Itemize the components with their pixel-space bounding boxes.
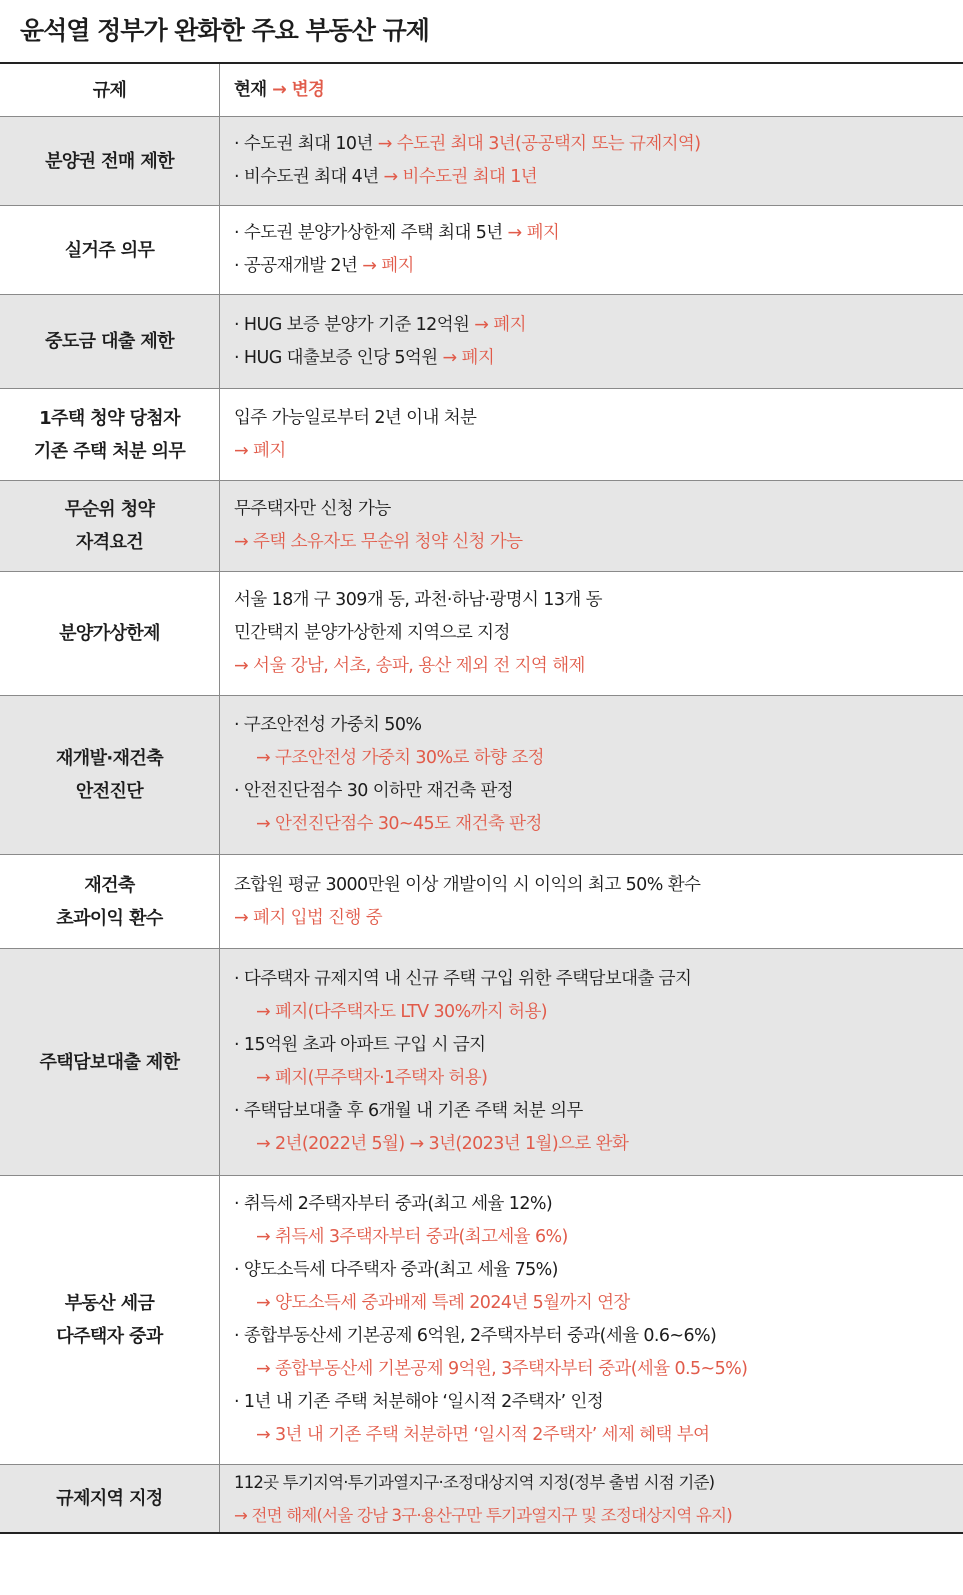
content-line xyxy=(234,342,963,375)
content-line xyxy=(234,1499,963,1532)
changed-rule-text: → 폐지 xyxy=(474,314,526,335)
category-label: 규제지역 지정 xyxy=(56,1488,163,1509)
content-line xyxy=(234,1353,963,1386)
row-content xyxy=(220,295,963,388)
table-row xyxy=(0,572,963,696)
row-content xyxy=(220,117,963,205)
row-content xyxy=(220,389,963,480)
current-rule-text: 입주 가능일로부터 2년 이내 처분 xyxy=(234,407,477,428)
table-header-row xyxy=(0,64,963,117)
content-line xyxy=(234,1419,963,1452)
changed-rule-text: → 2년(2022년 5월) → 3년(2023년 1월)으로 완화 xyxy=(256,1134,629,1154)
content-line xyxy=(234,869,963,902)
table-row xyxy=(0,696,963,855)
row-category xyxy=(0,206,220,294)
current-rule-text: · HUG 보증 분양가 기준 12억원 xyxy=(234,314,475,335)
content-line xyxy=(234,250,963,283)
content-line xyxy=(234,161,963,194)
content-line xyxy=(234,1466,963,1499)
changed-rule-text: → 폐지 xyxy=(362,256,414,276)
content-line xyxy=(234,584,963,617)
current-rule-text: · 종합부동산세 기본공제 6억원, 2주택자부터 중과(세율 0.6~6%) xyxy=(234,1326,717,1346)
current-rule-text: · 구조안전성 가중치 50% xyxy=(234,715,422,735)
row-category xyxy=(0,696,220,854)
table-row xyxy=(0,949,963,1176)
table-row xyxy=(0,481,963,572)
table-row xyxy=(0,206,963,295)
content-line xyxy=(234,402,963,435)
current-rule-text: · 안전진단점수 30 이하만 재건축 판정 xyxy=(234,781,514,801)
row-content xyxy=(220,1176,963,1464)
current-rule-text: · 수도권 최대 10년 xyxy=(234,134,378,154)
table-row xyxy=(0,117,963,206)
changed-rule-text: → 양도소득세 중과배제 특례 2024년 5월까지 연장 xyxy=(256,1293,630,1313)
content-line xyxy=(234,1062,963,1095)
row-content xyxy=(220,206,963,294)
current-rule-text: 서울 18개 구 309개 동, 과천·하남·광명시 13개 동 xyxy=(234,590,602,610)
content-line xyxy=(234,435,963,468)
table-row xyxy=(0,389,963,481)
content-line xyxy=(234,996,963,1029)
category-label: 1주택 청약 당첨자 xyxy=(39,407,180,429)
category-label: 안전진단 xyxy=(75,781,144,802)
category-label: 자격요건 xyxy=(75,532,144,553)
table-title: 윤석열 정부가 완화한 주요 부동산 규제 xyxy=(0,0,963,64)
category-label: 다주택자 중과 xyxy=(56,1326,163,1347)
changed-rule-text: → 폐지(다주택자도 LTV 30%까지 허용) xyxy=(256,1002,548,1022)
content-line xyxy=(234,963,963,996)
current-rule-text: 민간택지 분양가상한제 지역으로 지정 xyxy=(234,623,510,643)
table-row xyxy=(0,1176,963,1465)
row-category xyxy=(0,117,220,205)
category-label: 중도금 대출 제한 xyxy=(45,331,174,352)
changed-rule-text: → 비수도권 최대 1년 xyxy=(383,167,538,187)
row-content xyxy=(220,481,963,571)
category-label: 재개발·재건축 xyxy=(56,748,163,769)
changed-rule-text: → 수도권 최대 3년(공공택지 또는 규제지역) xyxy=(377,134,701,154)
current-rule-text: · 비수도권 최대 4년 xyxy=(234,167,384,187)
regulation-table xyxy=(0,64,963,1534)
content-line xyxy=(234,1128,963,1161)
content-line xyxy=(234,902,963,935)
changed-rule-text: → 전면 해제(서울 강남 3구·용산구만 투기과열지구 및 조정대상지역 유지) xyxy=(234,1505,732,1525)
changed-rule-text: → 폐지(무주택자·1주택자 허용) xyxy=(256,1068,488,1088)
changed-rule-text: → 취득세 3주택자부터 중과(최고세율 6%) xyxy=(256,1227,568,1247)
row-content xyxy=(220,949,963,1175)
content-line xyxy=(234,1287,963,1320)
content-line xyxy=(234,1320,963,1353)
row-category xyxy=(0,1465,220,1532)
content-line xyxy=(234,775,963,808)
changed-rule-text: → 폐지 xyxy=(507,223,560,243)
category-label: 재건축 xyxy=(84,874,135,896)
content-line xyxy=(234,808,963,841)
current-rule-text: 112곳 투기지역·투기과열지구·조정대상지역 지정(정부 출범 시점 기준) xyxy=(234,1472,715,1492)
content-line xyxy=(234,617,963,650)
content-line xyxy=(234,1386,963,1419)
category-label: 무순위 청약 xyxy=(64,499,155,520)
content-line xyxy=(234,650,963,683)
row-category xyxy=(0,572,220,695)
current-rule-text: · HUG 대출보증 인당 5억원 xyxy=(234,347,443,368)
row-category xyxy=(0,855,220,948)
table-row xyxy=(0,295,963,389)
current-rule-text: · 수도권 분양가상한제 주택 최대 5년 xyxy=(234,223,508,243)
changed-rule-text: → 구조안전성 가중치 30%로 하향 조정 xyxy=(256,748,544,768)
content-line xyxy=(234,493,963,526)
header-category xyxy=(0,64,220,116)
row-category xyxy=(0,481,220,571)
category-label: 부동산 세금 xyxy=(64,1293,155,1314)
current-rule-text: · 공공재개발 2년 xyxy=(234,256,363,276)
changed-rule-text: → 3년 내 기존 주택 처분하면 ‘일시적 2주택자’ 세제 혜택 부여 xyxy=(256,1425,710,1445)
changed-rule-text: → 종합부동산세 기본공제 9억원, 3주택자부터 중과(세율 0.5~5%) xyxy=(256,1359,748,1379)
current-rule-text: · 15억원 초과 아파트 구입 시 금지 xyxy=(234,1035,486,1055)
current-rule-text: 무주택자만 신청 가능 xyxy=(234,499,391,519)
category-label: 주택담보대출 제한 xyxy=(39,1051,180,1073)
content-line xyxy=(234,526,963,559)
header-category-label: 규제 xyxy=(92,79,127,101)
header-now: 현재 xyxy=(234,79,267,100)
category-label: 분양가상한제 xyxy=(59,623,160,644)
category-label: 실거주 의무 xyxy=(64,239,155,261)
row-category xyxy=(0,389,220,480)
category-label: 기존 주택 처분 의무 xyxy=(33,440,186,462)
current-rule-text: · 취득세 2주택자부터 중과(최고 세율 12%) xyxy=(234,1194,553,1214)
content-line xyxy=(234,1254,963,1287)
current-rule-text: · 다주택자 규제지역 내 신규 주택 구입 위한 주택담보대출 금지 xyxy=(234,969,692,989)
changed-rule-text: → 서울 강남, 서초, 송파, 용산 제외 전 지역 해제 xyxy=(234,656,585,676)
content-line xyxy=(234,1029,963,1062)
row-category xyxy=(0,295,220,388)
content-line xyxy=(234,128,963,161)
content-line xyxy=(234,742,963,775)
category-label: 분양권 전매 제한 xyxy=(45,150,174,172)
row-category xyxy=(0,1176,220,1464)
content-line xyxy=(234,1188,963,1221)
header-content-label xyxy=(234,74,963,107)
category-label: 초과이익 환수 xyxy=(56,907,163,929)
changed-rule-text: → 안전진단점수 30~45도 재건축 판정 xyxy=(256,814,542,834)
changed-rule-text: → 폐지 입법 진행 중 xyxy=(234,907,383,928)
current-rule-text: · 양도소득세 다주택자 중과(최고 세율 75%) xyxy=(234,1260,558,1280)
header-content xyxy=(220,64,963,116)
changed-rule-text: → 폐지 xyxy=(442,347,495,368)
changed-rule-text: → 폐지 xyxy=(234,440,286,461)
content-line xyxy=(234,217,963,250)
current-rule-text: 조합원 평균 3000만원 이상 개발이익 시 이익의 최고 50% 환수 xyxy=(234,874,701,895)
row-category xyxy=(0,949,220,1175)
content-line xyxy=(234,1095,963,1128)
row-content xyxy=(220,572,963,695)
header-change: 변경 xyxy=(291,79,325,100)
current-rule-text: · 주택담보대출 후 6개월 내 기존 주택 처분 의무 xyxy=(234,1101,583,1121)
row-content xyxy=(220,855,963,948)
header-arrow: → xyxy=(266,79,292,100)
table-row xyxy=(0,1465,963,1534)
row-content xyxy=(220,1465,963,1532)
content-line xyxy=(234,709,963,742)
content-line xyxy=(234,1221,963,1254)
content-line xyxy=(234,309,963,342)
row-content xyxy=(220,696,963,854)
changed-rule-text: → 주택 소유자도 무순위 청약 신청 가능 xyxy=(234,532,523,552)
current-rule-text: · 1년 내 기존 주택 처분해야 ‘일시적 2주택자’ 인정 xyxy=(234,1392,604,1412)
table-row xyxy=(0,855,963,949)
